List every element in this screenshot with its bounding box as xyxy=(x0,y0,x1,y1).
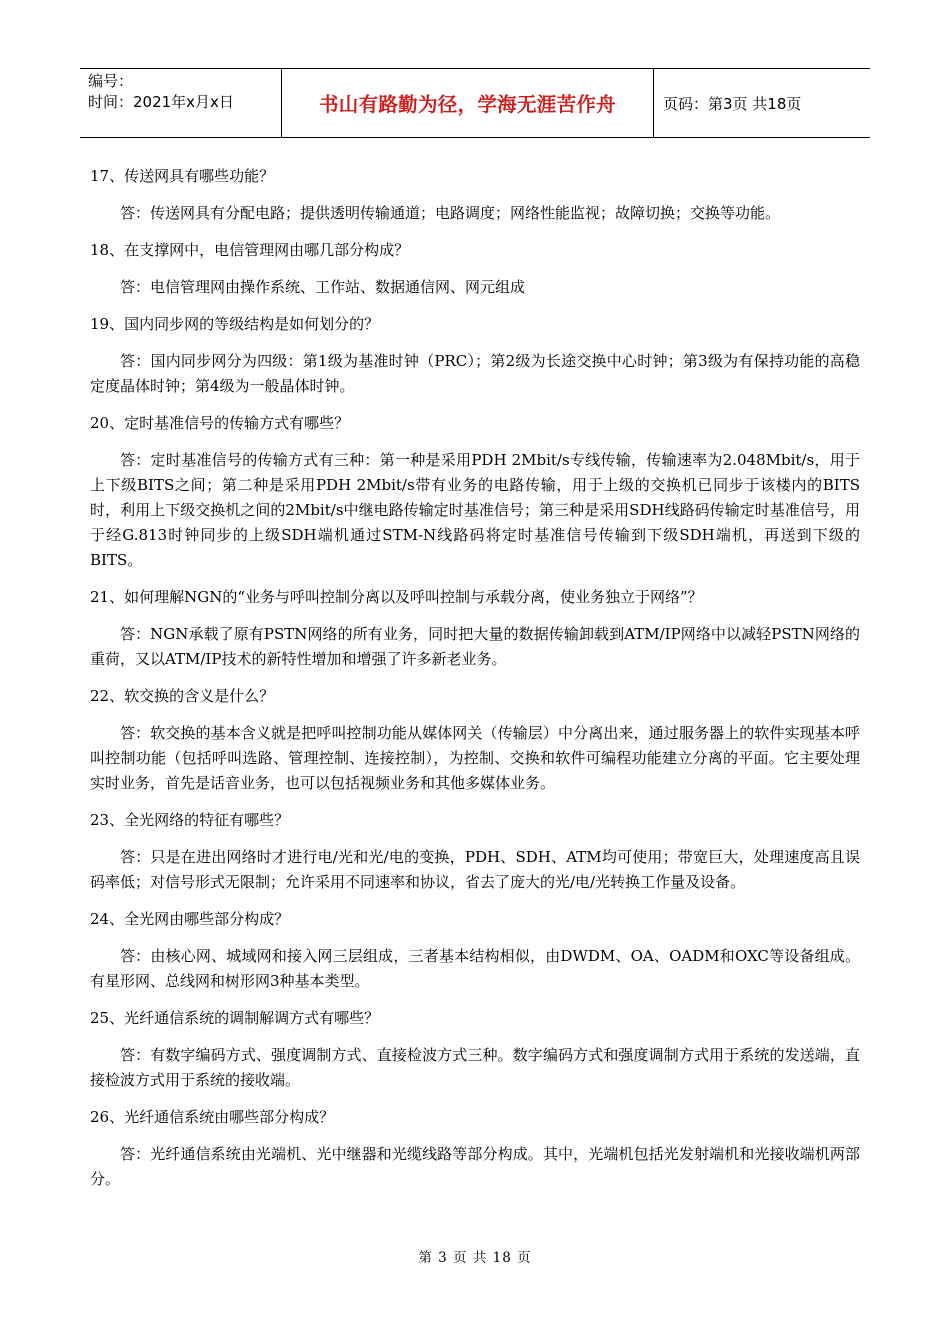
answer: 答：电信管理网由操作系统、工作站、数据通信网、网元组成 xyxy=(120,278,526,296)
header-page-info: 页码：第3页 共18页 xyxy=(663,94,802,113)
page-header xyxy=(80,68,870,138)
question: 25、光纤通信系统的调制解调方式有哪些？ xyxy=(90,1009,380,1027)
answer: 答：光纤通信系统由光端机、光中继器和光缆线路等部分构成。其中，光端机包括光发射端机和光接收端机两部分。 xyxy=(90,1145,860,1188)
question: 17、传送网具有哪些功能？ xyxy=(90,167,275,185)
answer: 答：NGN承载了原有PSTN网络的所有业务，同时把大量的数据传输卸载到ATM/IP网络中以减轻PSTN网络的重荷，又以ATM/IP技术的新特性增加和增强了许多新老业务。 xyxy=(90,625,860,668)
question: 18、在支撑网中，电信管理网由哪几部分构成？ xyxy=(90,241,410,259)
document-body xyxy=(90,164,860,1204)
answer: 答：传送网具有分配电路；提供透明传输通道；电路调度；网络性能监视；故障切换；交换等功能。 xyxy=(120,204,781,222)
question: 26、光纤通信系统由哪些部分构成？ xyxy=(90,1108,335,1126)
question: 23、全光网络的特征有哪些？ xyxy=(90,811,290,829)
answer: 答：有数字编码方式、强度调制方式、直接检波方式三种。数字编码方式和强度调制方式用于系统的发送端，直接检波方式用于系统的接收端。 xyxy=(90,1046,860,1089)
header-meta xyxy=(80,69,282,137)
question: 21、如何理解NGN的“业务与呼叫控制分离以及呼叫控制与承载分离，使业务独立于网络”？ xyxy=(90,588,703,606)
document-date: 时间：2021年x月x日 xyxy=(88,93,234,111)
answer: 答：定时基准信号的传输方式有三种：第一种是采用PDH 2Mbit/s专线传输，传输速率为2.048Mbit/s，用于上下级BITS之间；第二种是采用PDH 2Mbit/s带有业务的电路传输，用于上级的交换机已同步于该楼内的BITS时，利用上下级交换机之间的2Mbit/s中继电路传输定时基准信号；第三种是采用SDH线路码传输定时基准信号，用于经G.813时钟同步的上级SDH端机通过STM-N线路码将定时基准信号传输到下级SDH端机，再送到下级的BITS。 xyxy=(90,451,860,569)
question: 24、全光网由哪些部分构成？ xyxy=(90,910,290,928)
answer: 答：软交换的基本含义就是把呼叫控制功能从媒体网关（传输层）中分离出来，通过服务器上的软件实现基本呼叫控制功能（包括呼叫选路、管理控制、连接控制），为控制、交换和软件可编程功能建立分离的平面。它主要处理实时业务，首先是话音业务，也可以包括视频业务和其他多媒体业务。 xyxy=(90,724,860,792)
document-number-label: 编号： xyxy=(88,72,134,90)
answer: 答：国内同步网分为四级：第1级为基准时钟（PRC）；第2级为长途交换中心时钟；第3级为有保持功能的高稳定度晶体时钟；第4级为一般晶体时钟。 xyxy=(90,352,860,395)
question: 22、软交换的含义是什么？ xyxy=(90,687,275,705)
question: 19、国内同步网的等级结构是如何划分的？ xyxy=(90,315,380,333)
header-motto: 书山有路勤为径，学海无涯苦作舟 xyxy=(282,69,654,137)
page-footer: 第 3 页 共 18 页 xyxy=(418,1250,532,1266)
answer: 答：只是在进出网络时才进行电/光和光/电的变换，PDH、SDH、ATM均可使用；带宽巨大，处理速度高且误码率低；对信号形式无限制；允许采用不同速率和协议，省去了庞大的光/电/光转换工作量及设备。 xyxy=(90,848,860,891)
question: 20、定时基准信号的传输方式有哪些？ xyxy=(90,414,350,432)
answer: 答：由核心网、城域网和接入网三层组成，三者基本结构相似，由DWDM、OA、OADM和OXC等设备组成。有星形网、总线网和树形网3种基本类型。 xyxy=(90,947,860,990)
